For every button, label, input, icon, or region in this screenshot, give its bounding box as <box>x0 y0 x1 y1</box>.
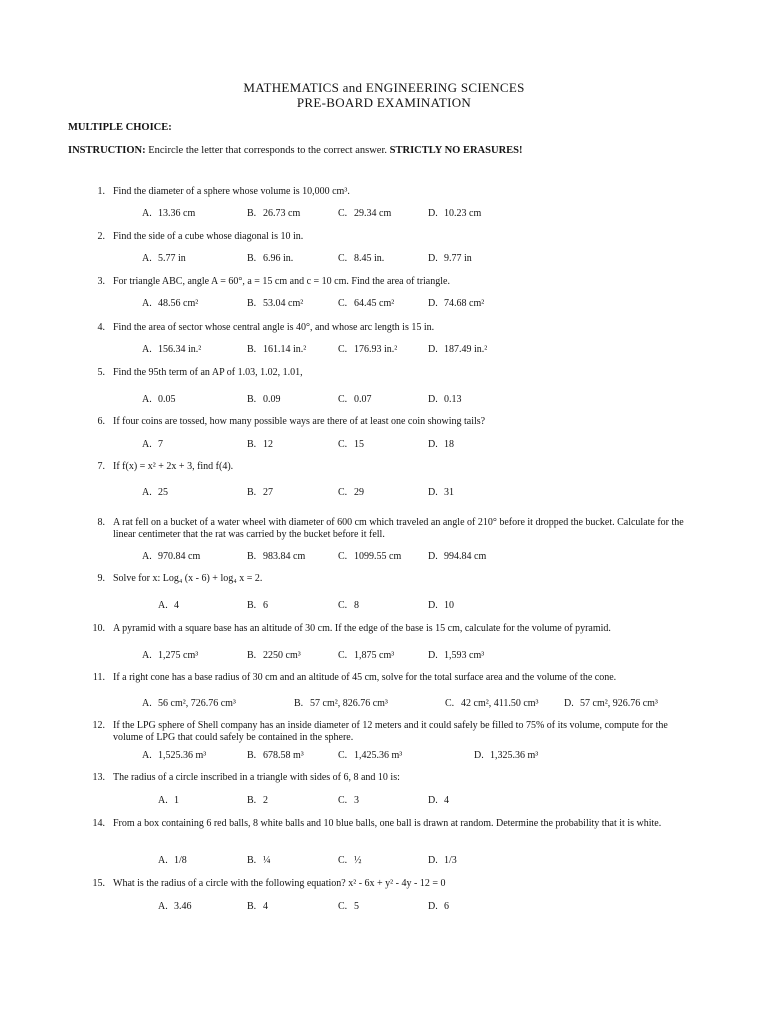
answer-option[interactable] <box>247 208 300 219</box>
option-value: 5 <box>354 901 359 912</box>
option-letter: C. <box>338 750 348 761</box>
option-value: 1,525.36 m³ <box>158 750 207 761</box>
option-value: 4 <box>174 600 179 611</box>
option-letter: D. <box>428 208 438 219</box>
question-text: If four coins are tossed, how many possible ways are there of at least one coin showing tails? <box>113 416 486 427</box>
answer-option[interactable] <box>247 551 305 562</box>
option-value: 6.96 in. <box>263 253 294 264</box>
option-value: 53.04 cm² <box>263 298 304 309</box>
question-text: A rat fell on a bucket of a water wheel with diameter of 600 cm which traveled an angle of 210° before it dropped the bucket. Calculate for the linear centimeter that the rat was carried by the bucket before it fell. <box>113 517 684 540</box>
question-text: Find the diameter of a sphere whose volume is 10,000 cm³. <box>113 186 350 197</box>
answer-option[interactable] <box>247 439 273 450</box>
option-value: 1,875 cm³ <box>354 650 395 661</box>
exam-subtitle: PRE-BOARD EXAMINATION <box>296 95 472 110</box>
option-value: 48.56 cm² <box>158 298 199 309</box>
option-value: 29 <box>354 487 364 498</box>
answer-option[interactable] <box>564 698 658 709</box>
answer-option[interactable] <box>338 855 362 866</box>
instruction-emphasis: STRICTLY NO ERASURES! <box>389 145 523 156</box>
option-letter: A. <box>142 253 152 264</box>
option-letter: D. <box>428 439 438 450</box>
option-letter: A. <box>142 487 152 498</box>
answer-option[interactable] <box>428 298 484 309</box>
option-letter: D. <box>428 394 438 405</box>
answer-option[interactable] <box>142 253 186 264</box>
option-value: 161.14 in.² <box>263 344 307 355</box>
instruction-text: Encircle the letter that corresponds to the correct answer. <box>145 145 390 156</box>
answer-option[interactable] <box>142 439 163 450</box>
option-letter: A. <box>158 855 168 866</box>
answer-option[interactable] <box>158 600 179 611</box>
answer-option[interactable] <box>247 394 281 405</box>
option-value: 26.73 cm <box>263 208 301 219</box>
question-text: Find the 95th term of an AP of 1.03, 1.02, 1.01, <box>113 367 303 378</box>
section-label: MULTIPLE CHOICE: <box>68 122 172 133</box>
answer-option[interactable] <box>142 394 176 405</box>
option-letter: A. <box>142 750 152 761</box>
option-value: 176.93 in.² <box>354 344 398 355</box>
option-letter: C. <box>338 855 348 866</box>
option-value: 6 <box>444 901 449 912</box>
answer-option[interactable] <box>247 650 301 661</box>
option-letter: B. <box>247 394 257 405</box>
option-value: 4 <box>444 795 449 806</box>
answer-option[interactable] <box>247 344 306 355</box>
option-value: 156.34 in.² <box>158 344 202 355</box>
answer-option[interactable] <box>158 901 192 912</box>
answer-option[interactable] <box>428 551 486 562</box>
answer-option[interactable] <box>428 795 449 806</box>
question-number: 8. <box>97 517 105 528</box>
option-letter: D. <box>428 650 438 661</box>
option-value: 187.49 in.² <box>444 344 488 355</box>
answer-option[interactable] <box>428 901 449 912</box>
option-value: 3 <box>354 795 359 806</box>
option-value: 3.46 <box>174 901 192 912</box>
option-value: 12 <box>263 439 273 450</box>
answer-option[interactable] <box>247 750 304 761</box>
option-letter: C. <box>338 795 348 806</box>
option-letter: A. <box>158 795 168 806</box>
option-letter: D. <box>564 698 574 709</box>
answer-option[interactable] <box>338 650 394 661</box>
question-number: 6. <box>97 416 105 427</box>
answer-option[interactable] <box>428 394 462 405</box>
answer-option[interactable] <box>338 298 394 309</box>
question-number: 15. <box>92 878 105 889</box>
option-letter: C. <box>338 208 348 219</box>
answer-option[interactable] <box>294 698 388 709</box>
option-value: 1,425.36 m³ <box>354 750 403 761</box>
option-value: 42 cm², 411.50 cm³ <box>461 698 539 709</box>
answer-option[interactable] <box>428 253 472 264</box>
option-letter: B. <box>247 855 257 866</box>
answer-option[interactable] <box>247 487 273 498</box>
option-letter: A. <box>142 208 152 219</box>
answer-option[interactable] <box>247 901 268 912</box>
option-value: 2250 cm³ <box>263 650 301 661</box>
question-text: A pyramid with a square base has an altitude of 30 cm. If the edge of the base is 15 cm, calculate for the volume of pyramid. <box>113 623 611 634</box>
answer-option[interactable] <box>247 795 268 806</box>
answer-option[interactable] <box>158 795 179 806</box>
option-letter: B. <box>247 298 257 309</box>
answer-option[interactable] <box>338 750 402 761</box>
option-letter: C. <box>338 600 348 611</box>
answer-option[interactable] <box>338 487 364 498</box>
question-number: 12. <box>92 720 105 731</box>
option-letter: B. <box>247 750 257 761</box>
option-value: 983.84 cm <box>263 551 306 562</box>
option-letter: C. <box>338 394 348 405</box>
answer-option[interactable] <box>158 855 187 866</box>
option-letter: C. <box>338 551 348 562</box>
option-value: 0.07 <box>354 394 372 405</box>
answer-option[interactable] <box>338 344 397 355</box>
option-value: 1/8 <box>174 855 187 866</box>
option-value: 8 <box>354 600 359 611</box>
answer-option[interactable] <box>247 600 268 611</box>
option-letter: A. <box>142 394 152 405</box>
option-value: 8.45 in. <box>354 253 385 264</box>
option-value: ¼ <box>263 855 271 866</box>
option-letter: B. <box>294 698 304 709</box>
option-value: 1,325.36 m³ <box>490 750 539 761</box>
question-text: Find the area of sector whose central angle is 40°, and whose arc length is 15 in. <box>113 322 435 333</box>
option-letter: B. <box>247 253 257 264</box>
instruction-label: INSTRUCTION: <box>68 145 146 156</box>
option-value: 57 cm², 826.76 cm³ <box>310 698 388 709</box>
question-number: 2. <box>97 231 105 242</box>
option-value: 0.09 <box>263 394 281 405</box>
option-letter: B. <box>247 901 257 912</box>
option-letter: C. <box>338 901 348 912</box>
answer-option[interactable] <box>338 439 364 450</box>
option-value: 1099.55 cm <box>354 551 402 562</box>
answer-option[interactable] <box>142 551 200 562</box>
option-value: 13.36 cm <box>158 208 196 219</box>
option-letter: D. <box>428 487 438 498</box>
option-value: 0.05 <box>158 394 176 405</box>
option-letter: A. <box>142 344 152 355</box>
option-value: 5.77 in <box>158 253 186 264</box>
answer-option[interactable] <box>428 208 481 219</box>
answer-option[interactable] <box>338 600 359 611</box>
answer-option[interactable] <box>142 650 198 661</box>
option-value: 1,593 cm³ <box>444 650 485 661</box>
option-value: 64.45 cm² <box>354 298 395 309</box>
question-text: For triangle ABC, angle A = 60°, a = 15 cm and c = 10 cm. Find the area of triangle. <box>113 276 450 287</box>
question-text: Solve for x: Log₄ (x - 6) + log₄ x = 2. <box>113 573 263 584</box>
option-letter: D. <box>428 253 438 264</box>
option-value: 10 <box>444 600 454 611</box>
option-letter: A. <box>142 298 152 309</box>
option-letter: B. <box>247 487 257 498</box>
question-text: What is the radius of a circle with the following equation? x² - 6x + y² - 4y - 12 = 0 <box>113 878 446 889</box>
exam-title: MATHEMATICS and ENGINEERING SCIENCES <box>243 80 525 95</box>
option-value: 31 <box>444 487 454 498</box>
question-text: Find the side of a cube whose diagonal is 10 in. <box>113 231 304 242</box>
option-letter: B. <box>247 600 257 611</box>
option-value: 29.34 cm <box>354 208 392 219</box>
option-letter: C. <box>338 487 348 498</box>
option-letter: A. <box>142 439 152 450</box>
option-value: 74.68 cm² <box>444 298 485 309</box>
option-value: 0.13 <box>444 394 462 405</box>
option-value: 678.58 m³ <box>263 750 304 761</box>
option-value: ½ <box>354 855 362 866</box>
instruction-line <box>68 145 523 156</box>
answer-option[interactable] <box>338 901 359 912</box>
option-letter: B. <box>247 650 257 661</box>
option-letter: B. <box>247 208 257 219</box>
answer-option[interactable] <box>338 394 372 405</box>
option-letter: D. <box>428 600 438 611</box>
option-letter: C. <box>338 344 348 355</box>
option-letter: C. <box>338 439 348 450</box>
answer-option[interactable] <box>142 698 236 709</box>
question-text: If f(x) = x² + 2x + 3, find f(4). <box>113 461 234 472</box>
option-value: 1,275 cm³ <box>158 650 199 661</box>
answer-option[interactable] <box>428 344 487 355</box>
option-letter: D. <box>428 795 438 806</box>
option-letter: B. <box>247 439 257 450</box>
answer-option[interactable] <box>142 487 168 498</box>
question-number: 1. <box>97 186 105 197</box>
answer-option[interactable] <box>428 650 484 661</box>
question-number: 9. <box>97 573 105 584</box>
option-value: 25 <box>158 487 168 498</box>
question-number: 11. <box>92 672 105 683</box>
question-number: 13. <box>92 772 105 783</box>
option-letter: A. <box>158 600 168 611</box>
question-number: 14. <box>92 818 105 829</box>
option-letter: D. <box>428 298 438 309</box>
answer-option[interactable] <box>338 795 359 806</box>
question-text: The radius of a circle inscribed in a triangle with sides of 6, 8 and 10 is: <box>113 772 400 783</box>
answer-option[interactable] <box>428 439 454 450</box>
answer-option[interactable] <box>247 253 293 264</box>
question-text: From a box containing 6 red balls, 8 white balls and 10 blue balls, one ball is drawn at random. Determine the probability that it is white. <box>113 818 662 829</box>
option-letter: B. <box>247 795 257 806</box>
question-number: 3. <box>97 276 105 287</box>
answer-option[interactable] <box>142 344 201 355</box>
answer-option[interactable] <box>338 208 391 219</box>
answer-option[interactable] <box>142 208 195 219</box>
question-number: 5. <box>97 367 105 378</box>
answer-option[interactable] <box>428 855 457 866</box>
answer-option[interactable] <box>338 551 401 562</box>
option-letter: D. <box>428 344 438 355</box>
option-value: 9.77 in <box>444 253 472 264</box>
answer-option[interactable] <box>428 600 454 611</box>
option-value: 6 <box>263 600 268 611</box>
option-letter: A. <box>142 551 152 562</box>
option-value: 10.23 cm <box>444 208 482 219</box>
question-number: 10. <box>92 623 105 634</box>
answer-option[interactable] <box>474 750 538 761</box>
answer-option[interactable] <box>142 750 206 761</box>
option-letter: A. <box>158 901 168 912</box>
question-number: 4. <box>97 322 105 333</box>
option-value: 994.84 cm <box>444 551 487 562</box>
option-value: 15 <box>354 439 364 450</box>
option-value: 1 <box>174 795 179 806</box>
answer-option[interactable] <box>338 253 384 264</box>
option-value: 57 cm², 926.76 cm³ <box>580 698 658 709</box>
option-value: 27 <box>263 487 273 498</box>
question-text: If a right cone has a base radius of 30 cm and an altitude of 45 cm, solve for the total surface area and the volume of the cone. <box>113 672 617 683</box>
option-letter: C. <box>338 650 348 661</box>
option-letter: D. <box>428 551 438 562</box>
option-value: 970.84 cm <box>158 551 201 562</box>
option-letter: A. <box>142 698 152 709</box>
option-value: 7 <box>158 439 163 450</box>
answer-option[interactable] <box>428 487 454 498</box>
option-letter: C. <box>445 698 455 709</box>
option-letter: B. <box>247 551 257 562</box>
option-letter: D. <box>428 901 438 912</box>
option-letter: D. <box>474 750 484 761</box>
answer-option[interactable] <box>445 698 539 709</box>
option-letter: C. <box>338 253 348 264</box>
option-value: 18 <box>444 439 454 450</box>
answer-option[interactable] <box>142 298 198 309</box>
option-letter: C. <box>338 298 348 309</box>
question-text: If the LPG sphere of Shell company has an inside diameter of 12 meters and it could safely be filled to 75% of its volume, compute for the volume of LPG that could safely be contained in the sphere. <box>113 720 668 743</box>
option-value: 1/3 <box>444 855 457 866</box>
option-letter: A. <box>142 650 152 661</box>
option-value: 4 <box>263 901 268 912</box>
option-value: 2 <box>263 795 268 806</box>
answer-option[interactable] <box>247 298 303 309</box>
question-number: 7. <box>97 461 105 472</box>
answer-option[interactable] <box>247 855 271 866</box>
option-value: 56 cm², 726.76 cm³ <box>158 698 236 709</box>
option-letter: B. <box>247 344 257 355</box>
option-letter: D. <box>428 855 438 866</box>
